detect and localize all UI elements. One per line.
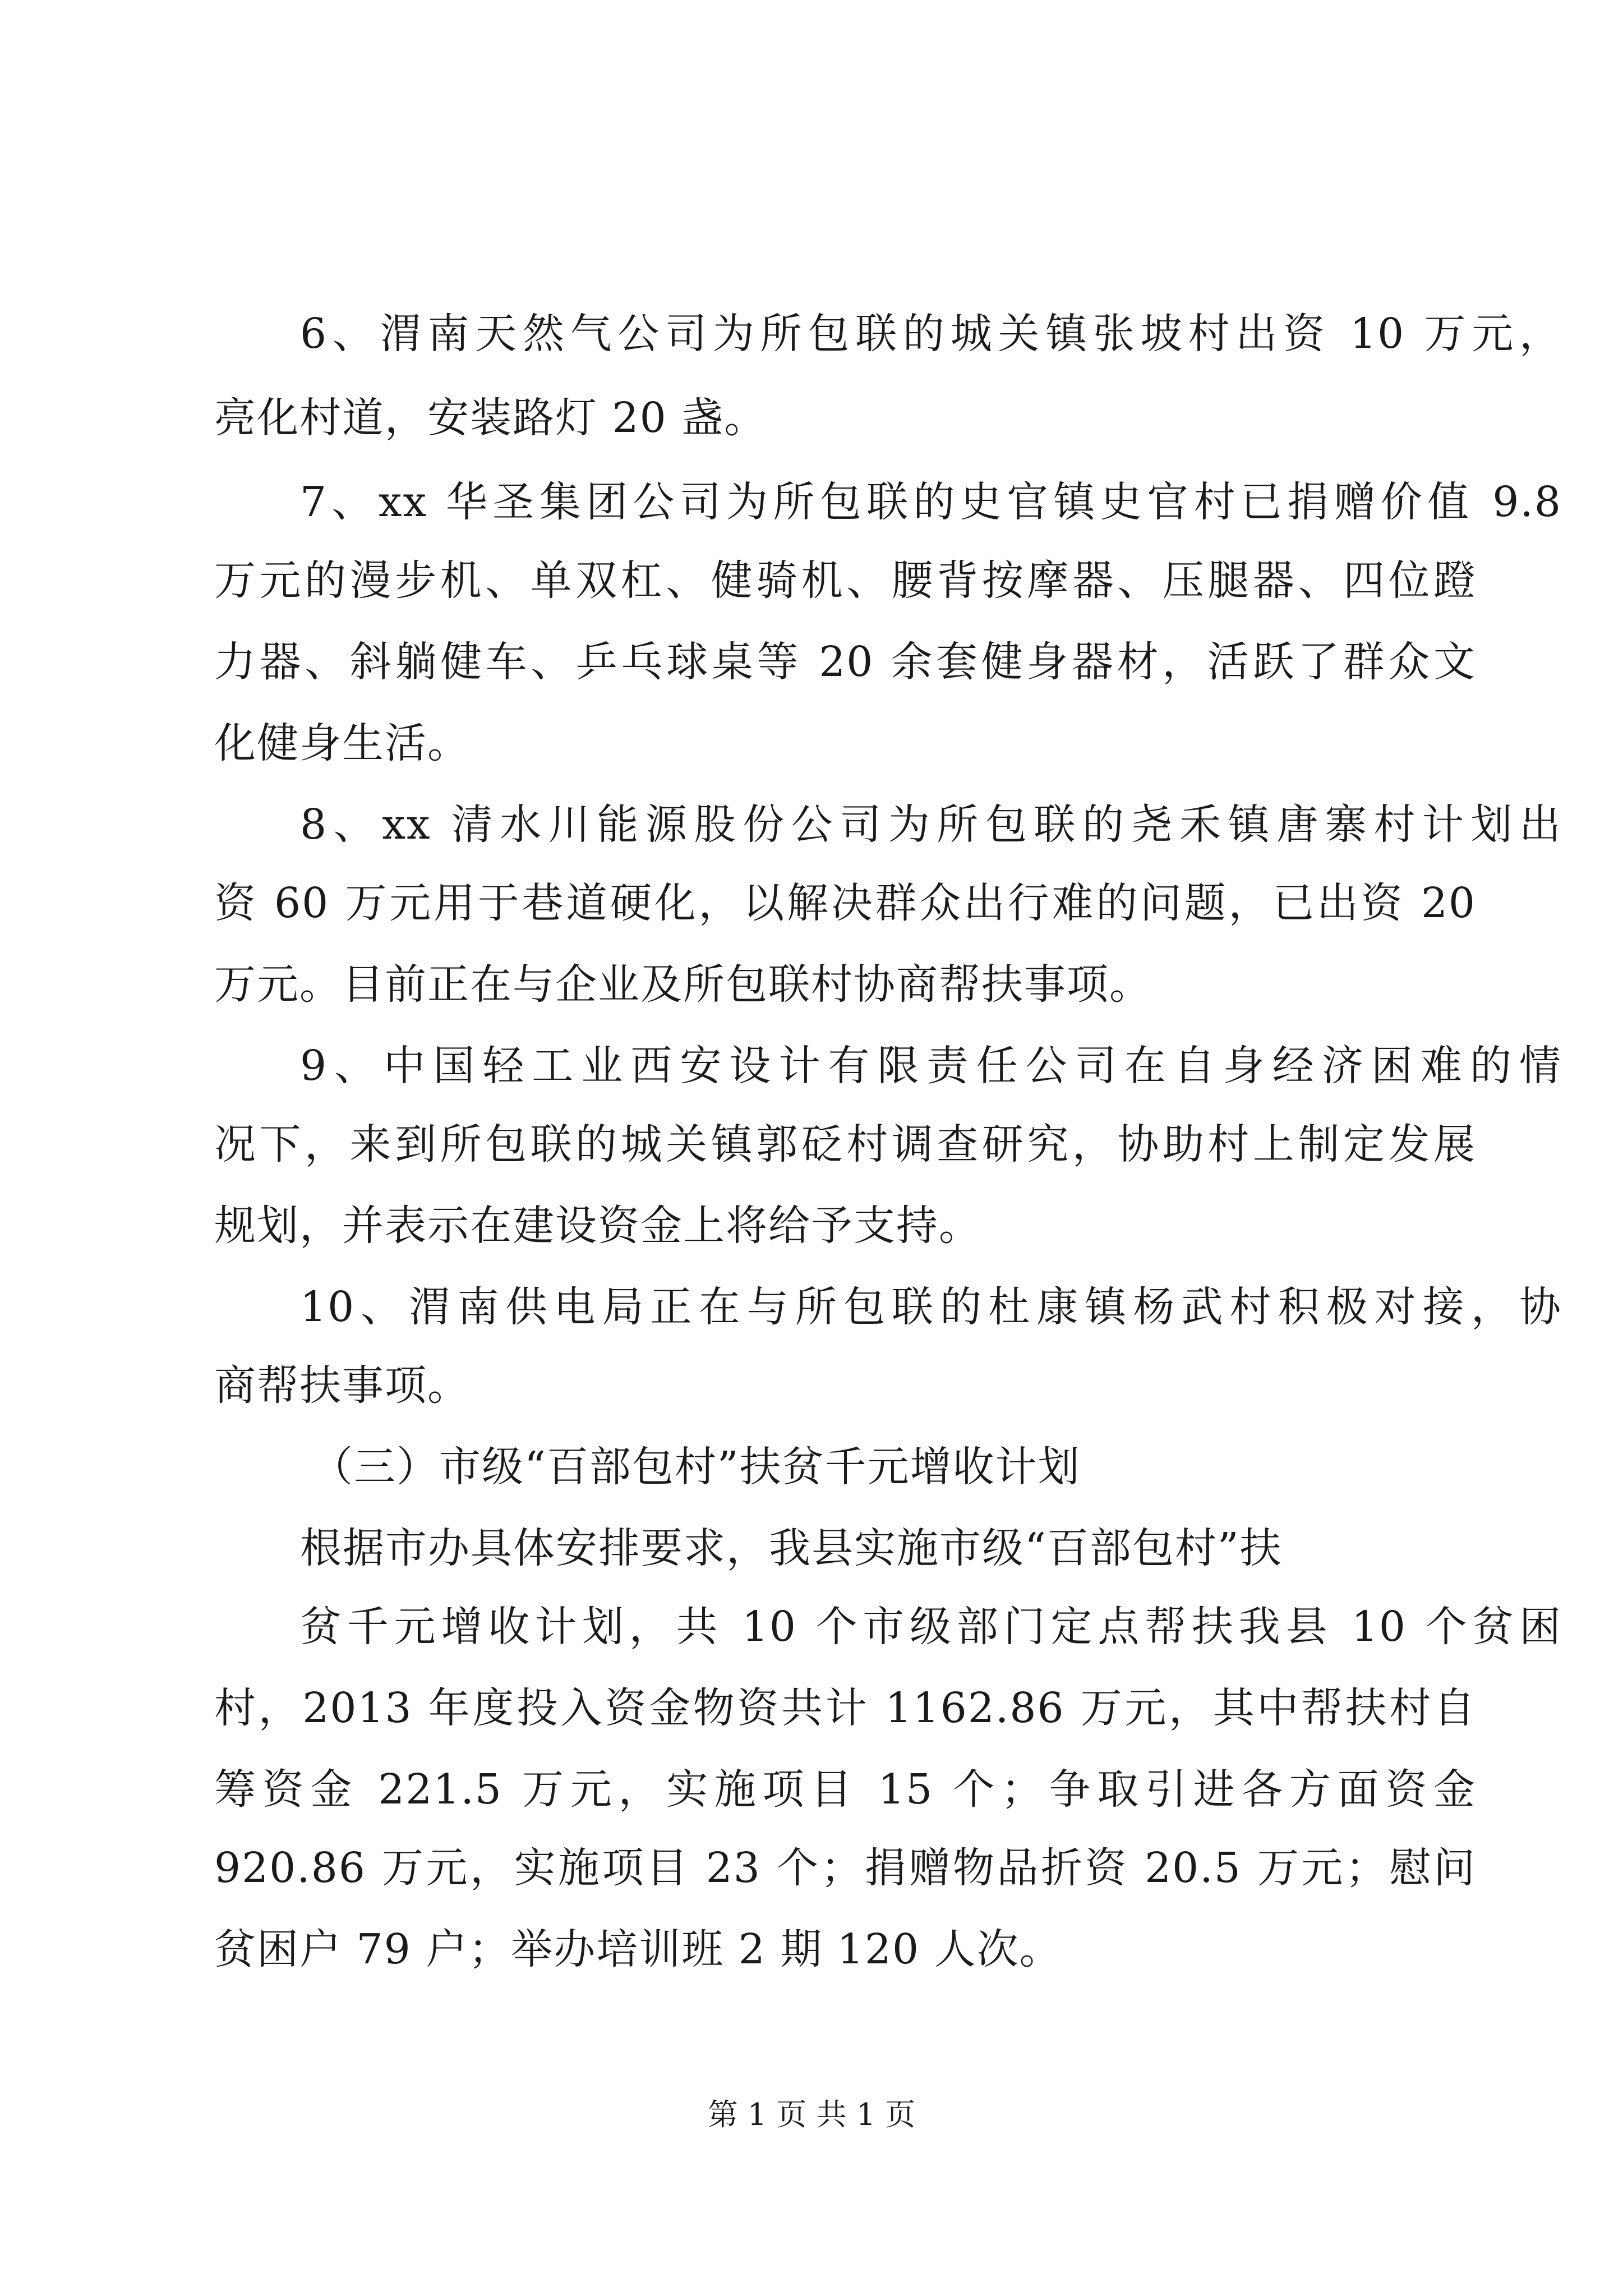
- paragraph-9-line-1: 9、中国轻工业西安设计有限责任公司在自身经济困难的情: [300, 1042, 1562, 1090]
- paragraph-11-line-5: 920.86 万元，实施项目 23 个；捐赠物品折资 20.5 万元；慰问: [214, 1844, 1476, 1892]
- paragraph-7-line-2: 万元的漫步机、单双杠、健骑机、腰背按摩器、压腿器、四位蹬: [214, 556, 1476, 605]
- paragraph-11-line-6: 贫困户 79 户；举办培训班 2 期 120 人次。: [214, 1925, 1062, 1973]
- paragraph-8-line-1: 8、xx 清水川能源股份公司为所包联的尧禾镇唐寨村计划出: [300, 800, 1562, 849]
- paragraph-10-line-1: 10、渭南供电局正在与所包联的杜康镇杨武村积极对接，协: [300, 1283, 1562, 1331]
- section-heading: （三）市级“百部包村”扶贫千元增收计划: [311, 1443, 1081, 1491]
- paragraph-8-line-2: 资 60 万元用于巷道硬化，以解决群众出行难的问题，已出资 20: [214, 879, 1476, 927]
- paragraph-9-line-2: 况下，来到所包联的城关镇郭砭村调查研究，协助村上制定发展: [214, 1120, 1476, 1168]
- paragraph-10-line-2: 商帮扶事项。: [214, 1361, 470, 1410]
- paragraph-7-line-4: 化健身生活。: [214, 719, 470, 767]
- paragraph-6-line-1: 6、渭南天然气公司为所包联的城关镇张坡村出资 10 万元，: [300, 310, 1562, 358]
- paragraph-8-line-3: 万元。目前正在与企业及所包联村协商帮扶事项。: [214, 960, 1152, 1009]
- paragraph-11-line-2: 贫千元增收计划，共 10 个市级部门定点帮扶我县 10 个贫困: [300, 1603, 1562, 1651]
- paragraph-7-line-1: 7、xx 华圣集团公司为所包联的史官镇史官村已捐赠价值 9.8: [300, 478, 1562, 526]
- paragraph-11-line-4: 筹资金 221.5 万元，实施项目 15 个；争取引进各方面资金: [214, 1765, 1476, 1814]
- page-footer: 第 1 页 共 1 页: [707, 2097, 916, 2132]
- paragraph-7-line-3: 力器、斜躺健车、乒乓球桌等 20 余套健身器材，活跃了群众文: [214, 638, 1476, 686]
- paragraph-11-line-3: 村，2013 年度投入资金物资共计 1162.86 万元，其中帮扶村自: [214, 1684, 1476, 1732]
- paragraph-9-line-3: 规划，并表示在建设资金上将给予支持。: [214, 1202, 981, 1250]
- paragraph-11-line-1: 根据市办具体安排要求，我县实施市级“百部包村”扶: [300, 1524, 1283, 1572]
- paragraph-6-line-2: 亮化村道，安装路灯 20 盏。: [214, 394, 767, 442]
